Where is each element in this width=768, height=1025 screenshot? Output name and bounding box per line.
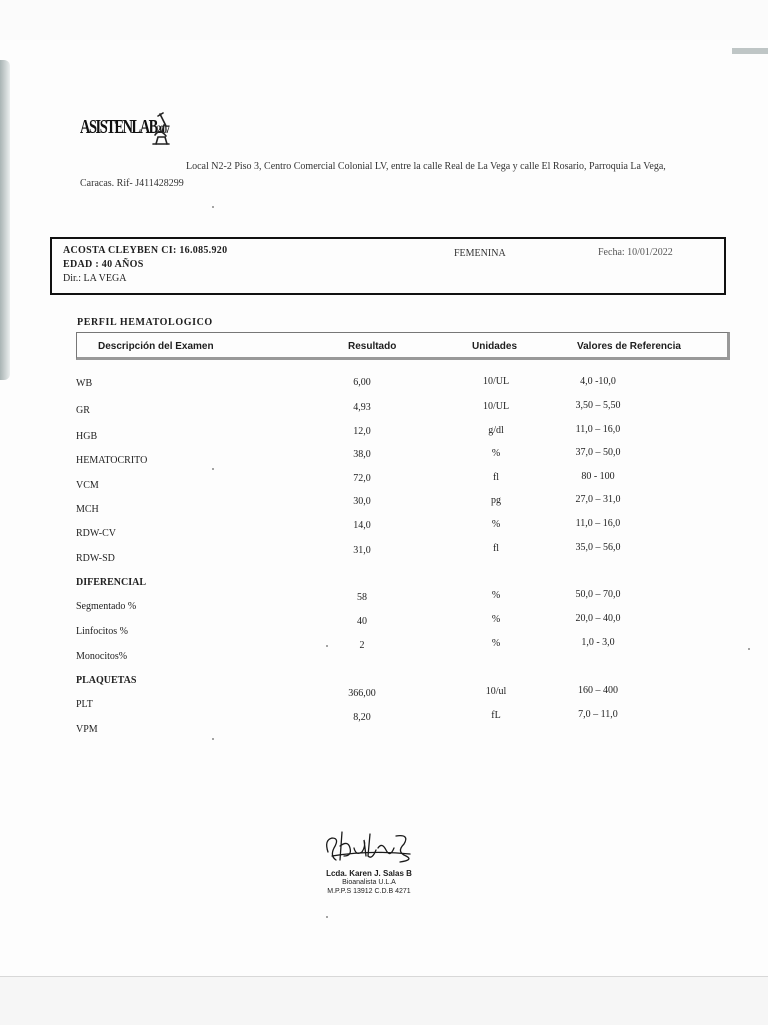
patient-address: Dir.: LA VEGA [63,273,127,284]
row-reference: 37,0 – 50,0 [575,447,621,458]
row-result: 2 [359,640,365,651]
report-date: Fecha: 10/01/2022 [598,247,673,258]
row-unit: % [491,614,501,625]
signer-registry: M.P.P.S 13912 C.D.B 4271 [327,888,411,895]
signer-name: Lcda. Karen J. Salas B [326,869,412,878]
row-result: 72,0 [353,473,371,484]
row-result: 366,00 [348,688,376,699]
row-reference: 4,0 -10,0 [580,376,616,387]
scan-speck [326,916,328,918]
row-reference: 11,0 – 16,0 [575,518,621,529]
scan-speck [326,645,328,647]
row-unit: pg [491,495,501,506]
row-result: 31,0 [353,545,371,556]
row-result: 30,0 [353,496,371,507]
column-header-result: Resultado [348,341,397,352]
row-label: Segmentado % [76,601,137,612]
row-reference: 80 - 100 [581,471,615,482]
scan-background [0,976,768,1025]
row-label: Monocitos% [76,651,128,662]
row-result: 6,00 [353,377,371,388]
row-unit: fL [491,710,501,721]
signature-block [314,826,424,916]
row-result: 40 [357,616,367,627]
row-label: RDW-SD [76,553,115,564]
row-reference: 50,0 – 70,0 [575,589,621,600]
row-reference: 3,50 – 5,50 [575,400,621,411]
microscope-icon [146,110,174,150]
row-label: VCM [76,480,99,491]
handwritten-signature [320,826,416,870]
logo-year: 2007 [156,122,169,136]
scan-speck [212,468,214,470]
table-header [76,332,730,360]
row-label: RDW-CV [76,528,116,539]
row-result: 58 [357,592,367,603]
patient-name: ACOSTA CLEYBEN CI: 16.085.920 [63,245,228,256]
row-result: 8,20 [353,712,371,723]
scan-artifact [732,48,768,54]
lab-logo [80,100,180,155]
row-unit: 10/UL [482,401,510,412]
row-unit: % [491,448,501,459]
row-reference: 27,0 – 31,0 [575,494,621,505]
column-header-description: Descripción del Examen [98,341,214,352]
row-reference: 20,0 – 40,0 [575,613,621,624]
section-title: PERFIL HEMATOLOGICO [77,317,213,328]
row-result: 38,0 [353,449,371,460]
row-unit: % [491,638,501,649]
row-unit: % [491,590,501,601]
row-reference: 1,0 - 3,0 [581,637,615,648]
plaquetas-title: PLAQUETAS [76,675,137,686]
page-edge-shadow [0,60,10,380]
row-label: VPM [76,724,98,735]
row-unit: 10/ul [485,686,507,697]
row-reference: 11,0 – 16,0 [575,424,621,435]
row-reference: 35,0 – 56,0 [575,542,621,553]
column-header-units: Unidades [472,341,518,352]
scan-speck [212,206,214,208]
row-result: 12,0 [353,426,371,437]
row-reference: 7,0 – 11,0 [578,709,618,720]
diferencial-title: DIFERENCIAL [76,577,147,588]
row-label: Linfocitos % [76,626,128,637]
row-label: HGB [76,431,98,442]
row-label: HEMATOCRITO [76,455,148,466]
lab-address: Local N2-2 Piso 3, Centro Comercial Colonial LV, entre la calle Real de La Vega y calle El Rosario, Parroquia La Vega, Caracas. Rif- J411428299 [80,161,666,189]
patient-age: EDAD : 40 AÑOS [63,259,144,270]
signer-title: Bioanalista U.L.A [342,879,396,886]
row-result: 4,93 [353,402,371,413]
patient-info-box [50,237,726,295]
row-unit: % [491,519,501,530]
row-label: GR [76,405,90,416]
row-reference: 160 – 400 [578,685,618,696]
scan-speck [748,648,750,650]
row-unit: fl [492,543,500,554]
row-label: MCH [76,504,99,515]
row-result: 14,0 [353,520,371,531]
scan-speck [212,738,214,740]
row-label: PLT [76,699,93,710]
row-unit: fl [492,472,500,483]
logo-name: ASISTENLAB [80,116,157,138]
row-label: WB [76,378,93,389]
column-header-reference: Valores de Referencia [577,341,681,352]
row-unit: g/dl [488,425,504,436]
patient-sex: FEMENINA [454,248,506,259]
row-unit: 10/UL [482,376,510,387]
